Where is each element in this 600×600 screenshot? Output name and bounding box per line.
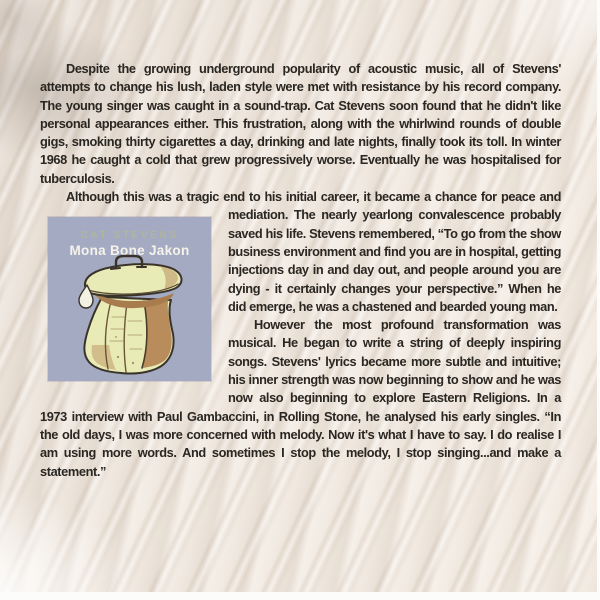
trash-can-illustration xyxy=(79,256,182,374)
bin-speckle xyxy=(115,336,117,338)
paragraph-1 xyxy=(40,60,561,188)
album-title-text: Mona Bone Jakon xyxy=(69,243,190,259)
bin-speckle xyxy=(132,362,134,364)
bin-speckle xyxy=(117,356,119,358)
album-cover xyxy=(48,217,211,381)
paragraph-1-text: Despite the growing underground popularity of acoustic music, all of Stevens' attempts to change his lush, laden style were met with resistance by his record company. The young singer was caught in a sound-trap. Cat Stevens soon found that he didn't like personal appearances either. This frustration, along with the whirlwind rounds of double gigs, smoking thirty cigarettes a day, drinking and late nights, finally took its toll. In winter 1968 he caught a cold that grew progressively worse. Eventually he was hospitalised for tuberculosis. xyxy=(40,61,561,186)
paragraph-2-rest: and mediation. The nearly yearlong convalescence probably saved his life. Stevens remembered, “To go from the show business environment and find you are in hospital, getting injections day in and day out, and people around you are dying - it certainly changes your perspective.” When he did emerge, he was a chastened and bearded young man. xyxy=(228,189,561,314)
album-cover-art xyxy=(48,217,211,381)
article xyxy=(40,60,561,481)
album-artist-text: CAT STEVENS xyxy=(80,230,179,242)
paragraph-2 xyxy=(40,188,561,316)
paragraph-3-text: However the most profound transformation was musical. He began to write a string of deeply inspiring songs. Stevens' lyrics became more subtle and intuitive; his inner strength was now beginning to show and he was now also beginning to explore Eastern Religions. In a 1973 interview with Paul Gambaccini, in Rolling Stone, he analysed his early singles. “In the old days, I was more concerned with melody. Now it's what I have to say. I do realise I am using more words. And sometimes I stop the melody, I stop singing...and make a statement.” xyxy=(40,317,561,479)
paragraph-2-intro: Although this was a tragic end to his initial career, it became a chance for peace xyxy=(66,189,536,205)
